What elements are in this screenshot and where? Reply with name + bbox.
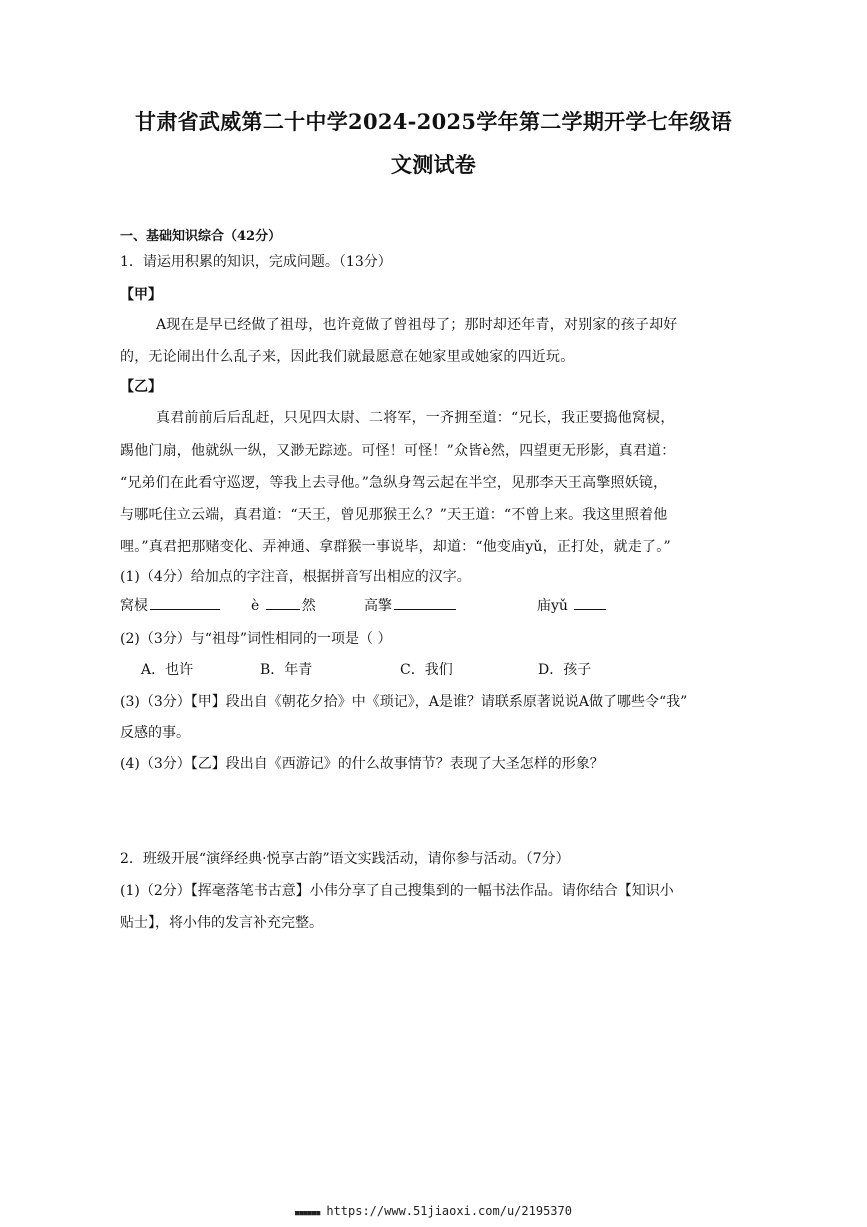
- pinyin-item-3: [364, 595, 458, 615]
- option-a[interactable]: A．也许: [141, 662, 194, 678]
- passage-yi-line-3: “兄弟们在此看守巡逻，等我上去寻他。”急纵身驾云起在半空，见那李天王高擎照妖镜，: [120, 475, 668, 491]
- answer-blank-3[interactable]: [394, 597, 456, 610]
- pinyin-item-4: [537, 595, 608, 615]
- question-2-sub-1-line-2: 贴士】，将小伟的发言补充完整。: [120, 915, 323, 931]
- passage-jia-line-1: A现在是早已经做了祖母，也许竟做了曾祖母了；那时却还年青，对别家的孩子却好: [156, 317, 678, 333]
- pinyin-item-1: [120, 595, 222, 615]
- answer-blank-1[interactable]: [150, 597, 220, 610]
- option-c[interactable]: C．我们: [400, 662, 453, 678]
- question-2-stem: 2．班级开展“演绎经典·悦享古韵”语文实践活动，请你参与活动。（7分）: [120, 851, 570, 867]
- sub-question-3-line-1: (3)（3分）【甲】段出自《朝花夕拾》中《琐记》，A是谁？请联系原著说说A做了哪些令“我”: [120, 694, 688, 710]
- pinyin-item-1-text: 窝棂: [120, 598, 148, 614]
- passage-yi-label: 【乙】: [120, 379, 162, 395]
- sub-question-4-stem: (4)（3分）【乙】段出自《西游记》的什么故事情节？表现了大圣怎样的形象？: [120, 756, 604, 772]
- answer-blank-2[interactable]: [266, 597, 300, 610]
- pinyin-item-2-text: è: [251, 598, 260, 614]
- passage-jia-label: 【甲】: [120, 287, 162, 303]
- document-title-line-2: 文测试卷: [390, 152, 477, 177]
- pinyin-item-4-text: 庙yǔ: [537, 598, 568, 614]
- pinyin-item-2-suffix: 然: [301, 598, 316, 614]
- footer-url-link[interactable]: https://www.51jiaoxi.com/u/2195370: [326, 1204, 572, 1218]
- question-1-stem: 1．请运用积累的知识，完成问题。（13分）: [120, 254, 392, 270]
- sub-question-1-stem: (1)（4分）给加点的字注音，根据拼音写出相应的汉字。: [120, 569, 471, 585]
- pinyin-item-3-text: 高擎: [364, 598, 392, 614]
- pinyin-item-2: [251, 595, 316, 615]
- passage-yi-line-4: 与哪吒住立云端，真君道：“天王，曾见那猴王么？”天王道：“不曾上来。我这里照着他: [120, 507, 668, 523]
- sub-question-2-stem: (2)（3分）与“祖母”词性相同的一项是（ ）: [120, 631, 392, 647]
- answer-blank-4[interactable]: [574, 597, 606, 610]
- option-d[interactable]: D．孩子: [538, 662, 592, 678]
- passage-jia-line-2: 的，无论闹出什么乱子来，因此我们就最愿意在她家里或她家的四近玩。: [120, 349, 575, 365]
- question-2-sub-1-line-1: (1)（2分）【挥毫落笔书古意】小伟分享了自己搜集到的一幅书法作品。请你结合【知识小: [120, 883, 674, 899]
- sub-question-3-line-2: 反感的事。: [120, 725, 190, 741]
- passage-yi-line-5: 哩。”真君把那赌变化、弄神通、拿群猴一事说毕，却道：“他变庙yǔ，正打处，就走了。”: [120, 539, 671, 555]
- option-b[interactable]: B．年青: [260, 662, 313, 678]
- section-heading: 一、基础知识综合（42分）: [120, 229, 282, 244]
- footer: [0, 1204, 867, 1218]
- document-title-line-1: 甘肃省武威第二十中学2024-2025学年第二学期开学七年级语: [135, 109, 732, 134]
- passage-yi-line-2: 踢他门扇，他就纵一纵，又渺无踪迹。可怪！可怪！”众皆è然，四望更无形影，真君道：: [120, 443, 676, 459]
- footer-logo-icon: ■■■■■■: [295, 1209, 321, 1217]
- passage-yi-line-1: 真君前前后后乱赶，只见四太尉、二将军，一齐拥至道：“兄长，我正要捣他窝棂，: [156, 410, 675, 426]
